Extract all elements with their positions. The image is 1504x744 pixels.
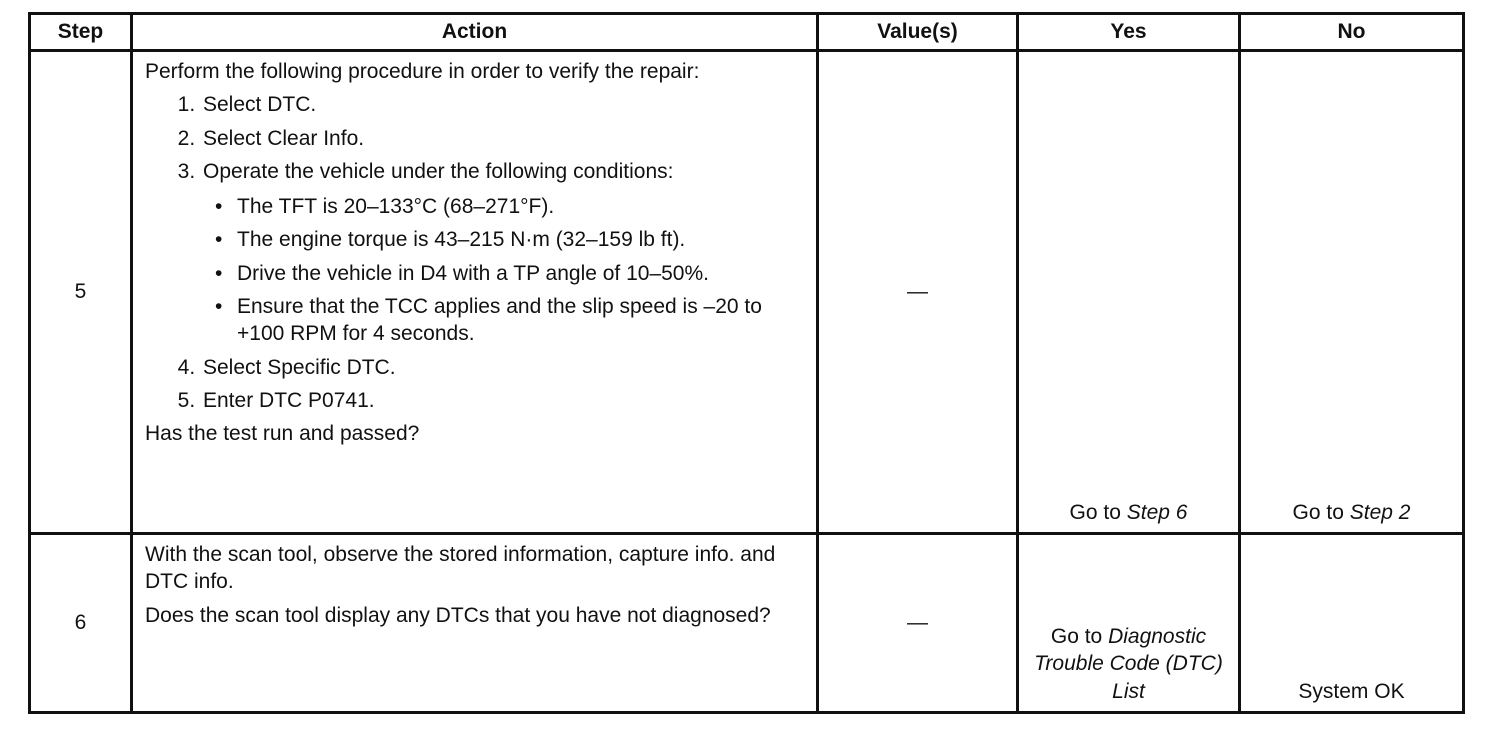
no-prefix: Go to <box>1292 500 1350 524</box>
no-cell: System OK <box>1240 534 1464 713</box>
test-question: Has the test run and passed? <box>145 422 420 446</box>
procedure-item: 4. Select Specific DTC. <box>201 354 804 381</box>
procedure-item: 1. Select DTC. <box>201 91 804 118</box>
header-values: Value(s) <box>818 14 1018 51</box>
step-number: 6 <box>30 534 132 713</box>
action-cell <box>132 51 818 534</box>
procedure-list <box>145 91 804 414</box>
condition-item: • Drive the vehicle in D4 with a TP angle of 10–50%. <box>237 260 804 287</box>
value-cell: — <box>818 51 1018 534</box>
condition-item: • The engine torque is 43–215 N·m (32–159 lb ft). <box>237 226 804 253</box>
condition-item: • The TFT is 20–133°C (68–271°F). <box>237 193 804 220</box>
test-question: Does the scan tool display any DTCs that you have not diagnosed? <box>145 603 771 627</box>
yes-cell <box>1018 51 1240 534</box>
condition-item: • Ensure that the TCC applies and the slip speed is –20 to +100 RPM for 4 seconds. <box>237 293 804 348</box>
yes-prefix: Go to <box>1069 500 1127 524</box>
yes-prefix: Go to <box>1050 625 1109 649</box>
diagnostic-table <box>28 12 1465 714</box>
procedure-intro: Perform the following procedure in order to verify the repair: <box>145 60 700 83</box>
dtc-list-link[interactable]: Diagnostic Trouble Code (DTC) List <box>1034 625 1223 703</box>
header-row <box>30 14 1464 51</box>
header-no: No <box>1240 14 1464 51</box>
no-cell <box>1240 51 1464 534</box>
procedure-item: 2. Select Clear Info. <box>201 125 804 152</box>
yes-cell <box>1018 534 1240 713</box>
step-number: 5 <box>30 51 132 534</box>
value-cell: — <box>818 534 1018 713</box>
table-row <box>30 534 1464 713</box>
table-row <box>30 51 1464 534</box>
condition-list <box>203 193 804 347</box>
header-yes: Yes <box>1018 14 1240 51</box>
procedure-item: 5. Enter DTC P0741. <box>201 387 804 414</box>
header-step: Step <box>30 14 132 51</box>
no-step-link[interactable]: Step 2 <box>1349 500 1411 524</box>
procedure-item: 3. Operate the vehicle under the following conditions: • The TFT is 20–133°C (68–271°F). • The engine torque is 43–215 N·m (32–159 lb ft). • Drive the vehicle in D4 with a TP angle of 10–50%. • Ensure that the TCC applies and the slip speed is –20 to +100 RPM for 4 seconds. <box>201 158 804 348</box>
action-cell <box>132 534 818 713</box>
yes-step-link[interactable]: Step 6 <box>1126 500 1188 524</box>
action-text: With the scan tool, observe the stored information, capture info. and DTC info. <box>145 543 776 594</box>
header-action: Action <box>132 14 818 51</box>
